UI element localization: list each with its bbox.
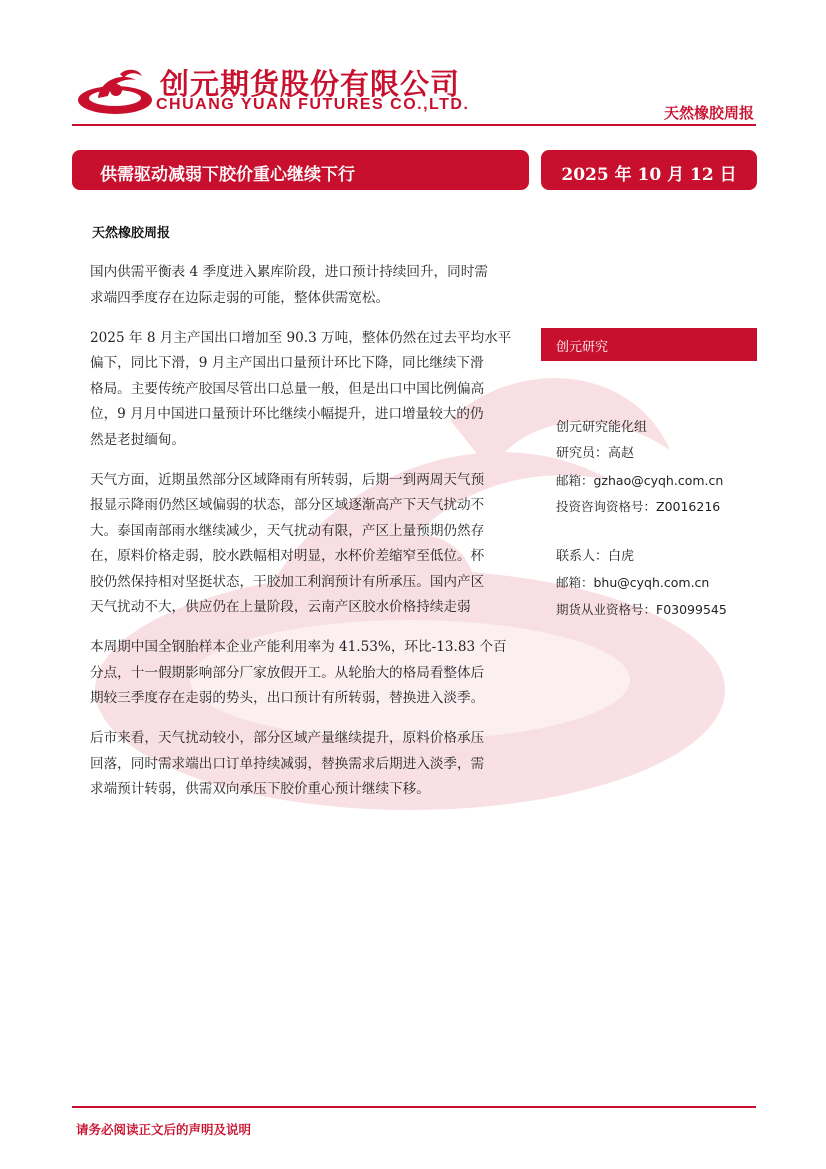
text-line: 国内供需平衡表 4 季度进入累库阶段，进口预计持续回升，同时需 xyxy=(90,264,488,280)
text-line: 偏下，同比下滑，9 月主产国出口量预计环比下降，同比继续下滑 xyxy=(90,355,484,371)
sidebar-band-label: 创元研究 xyxy=(556,340,609,355)
text-line: 回落，同时需求端出口订单持续减弱，替换需求后期进入淡季，需 xyxy=(90,755,485,772)
analyst-info xyxy=(556,415,756,520)
footer-divider xyxy=(72,1106,756,1108)
text-line: 报显示降雨仍然区域偏弱的状态，部分区域逐渐高产下天气扰动不 xyxy=(90,497,485,513)
company-name-en: CHUANG YUAN FUTURES CO.,LTD. xyxy=(156,96,470,113)
text-line: 后市来看，天气扰动较小，部分区域产量继续提升，原料价格承压 xyxy=(90,730,485,746)
text-line: 天气扰动不大，供应仍在上量阶段，云南产区胶水价格持续走弱 xyxy=(90,599,471,615)
text-line: 分点，十一假期影响部分厂家放假开工。从轮胎大的格局看整体后 xyxy=(90,664,485,681)
text-line: 格局。主要传统产胶国尽管出口总量一般，但是出口中国比例偏高 xyxy=(90,380,485,397)
contact-email: 邮箱：bhu@cyqh.com.cn xyxy=(556,575,710,591)
researcher-email: 邮箱：gzhao@cyqh.com.cn xyxy=(556,472,724,488)
contact-name: 联系人：白虎 xyxy=(556,549,635,564)
paragraph-exports xyxy=(90,326,520,454)
futures-license: 期货从业资格号：F03099545 xyxy=(556,601,727,617)
research-team: 创元研究能化组 xyxy=(556,420,648,435)
text-line: 大。泰国南部雨水继续减少，天气扰动有限，产区上量预期仍然存 xyxy=(90,522,485,539)
investment-license: 投资咨询资格号：Z0016216 xyxy=(556,498,721,514)
report-type-label: 天然橡胶周报 xyxy=(663,104,754,122)
text-line: 求端四季度存在边际走弱的可能，整体供需宽松。 xyxy=(90,289,390,306)
text-line: 胶仍然保持相对坚挺状态，干胶加工利润预计有所承压。国内产区 xyxy=(90,573,485,590)
text-line: 天气方面，近期虽然部分区域降雨有所转弱，后期一到两周天气预 xyxy=(90,471,485,488)
report-date: 2025 年 10 月 12 日 xyxy=(561,165,737,185)
text-line: 在，原料价格走弱，胶水跌幅相对明显，水杯价差缩窄至低位。杯 xyxy=(90,548,485,564)
paragraph-supply-demand xyxy=(90,260,520,311)
section-heading: 天然橡胶周报 xyxy=(92,226,171,241)
paragraph-weather xyxy=(90,468,520,621)
researcher-name: 研究员：高赵 xyxy=(556,446,635,462)
paragraph-outlook xyxy=(90,726,520,803)
company-logo-icon xyxy=(76,66,154,118)
footer-disclaimer: 请务必阅读正文后的声明及说明 xyxy=(76,1122,252,1137)
company-name-cn: 创元期货股份有限公司 xyxy=(160,67,461,101)
contact-info xyxy=(556,544,756,623)
text-line: 然是老挝缅甸。 xyxy=(90,431,186,448)
report-title: 供需驱动减弱下胶价重心继续下行 xyxy=(100,165,355,185)
text-line: 本周期中国全钢胎样本企业产能利用率为 41.53%，环比-13.83 个百 xyxy=(90,639,507,655)
text-line: 位，9 月月中国进口量预计环比继续小幅提升，进口增量较大的仍 xyxy=(90,406,484,422)
text-line: 2025 年 8 月主产国出口增加至 90.3 万吨，整体仍然在过去平均水平 xyxy=(90,329,512,346)
report-body xyxy=(90,260,520,817)
paragraph-tire-utilization xyxy=(90,635,520,712)
text-line: 期较三季度存在走弱的势头，出口预计有所转弱，替换进入淡季。 xyxy=(90,690,485,706)
text-line: 求端预计转弱，供需双向承压下胶价重心预计继续下移。 xyxy=(90,781,430,797)
header-divider xyxy=(72,124,756,126)
